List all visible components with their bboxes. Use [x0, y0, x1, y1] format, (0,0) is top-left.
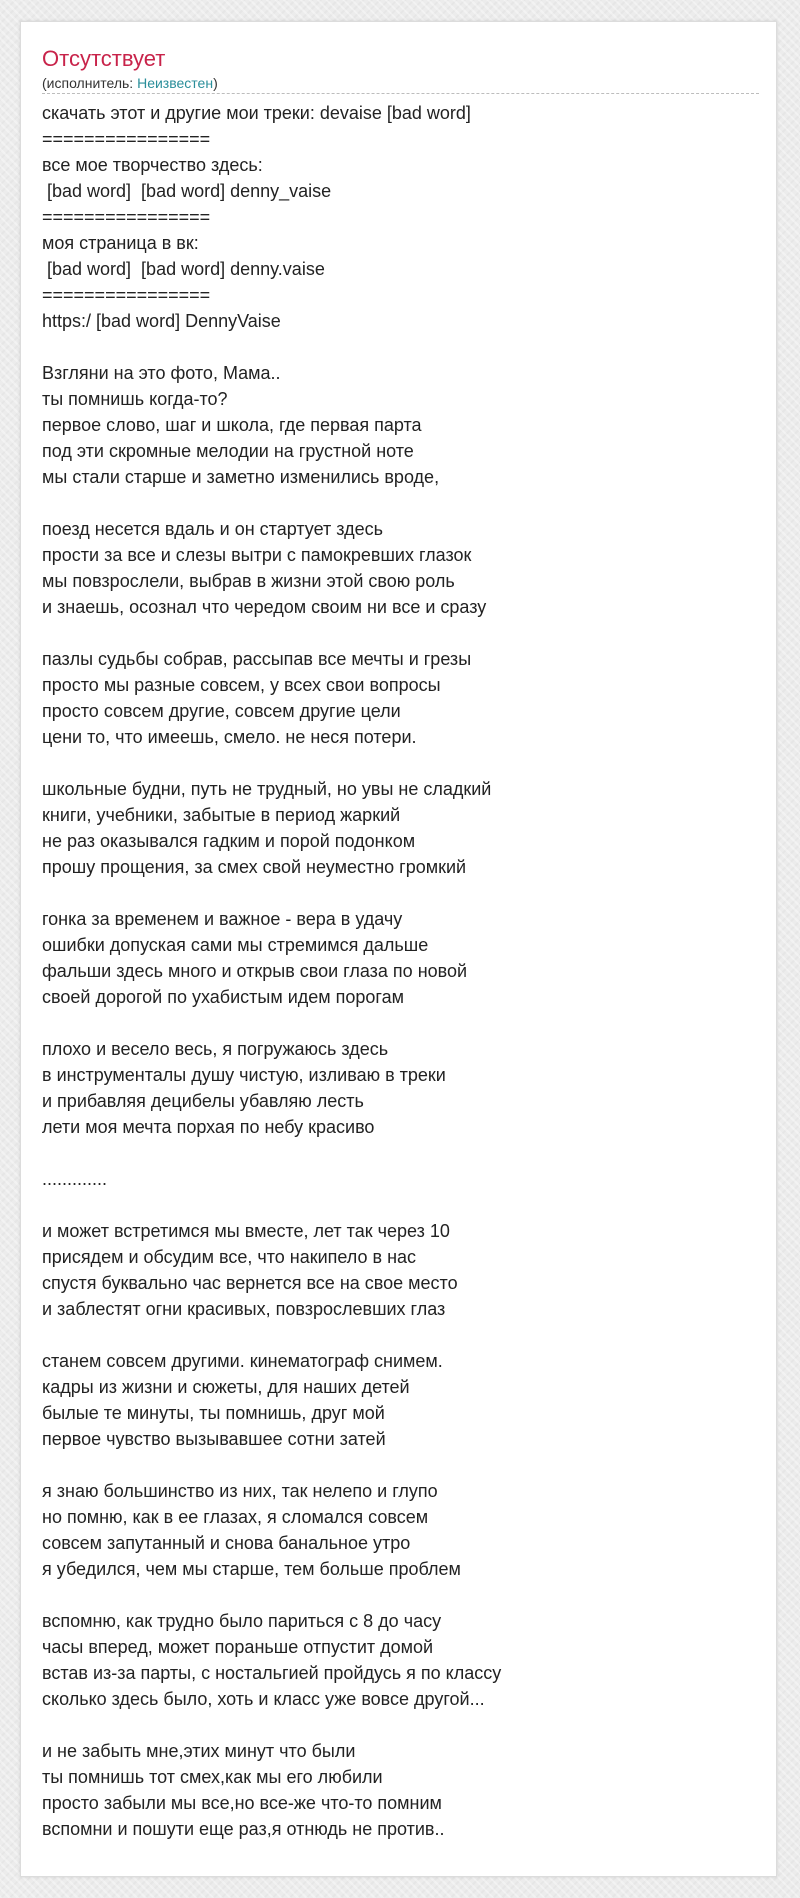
lyric-blank-line — [42, 1010, 756, 1036]
lyric-line: вспомню, как трудно было париться с 8 до часу — [42, 1611, 442, 1631]
lyric-line: прости за все и слезы вытри с памокревших глазок — [42, 545, 472, 565]
lyric-line: ================ — [42, 285, 211, 305]
lyric-line: сколько здесь было, хоть и класс уже вовсе другой... — [42, 1689, 485, 1709]
lyric-line: школьные будни, путь не трудный, но увы не сладкий — [42, 779, 492, 799]
lyric-line: кадры из жизни и сюжеты, для наших детей — [42, 1377, 410, 1397]
lyric-line: плохо и весело весь, я погружаюсь здесь — [42, 1039, 389, 1059]
lyric-line: мы стали старше и заметно изменились вроде, — [42, 467, 440, 487]
lyric-line: вспомни и пошути еще раз,я отнюдь не против.. — [42, 1819, 445, 1839]
lyric-line: цени то, что имеешь, смело. не неся потери. — [42, 727, 417, 747]
lyric-blank-line — [42, 1140, 756, 1166]
lyric-line: все мое творчество здесь: — [42, 155, 263, 175]
lyric-line: спустя буквально час вернется все на свое место — [42, 1273, 458, 1293]
lyric-line: но помню, как в ее глазах, я сломался совсем — [42, 1507, 429, 1527]
lyric-line: мы повзрослели, выбрав в жизни этой свою роль — [42, 571, 455, 591]
lyric-line: пазлы судьбы собрав, рассыпав все мечты и грезы — [42, 649, 472, 669]
artist-suffix: ) — [213, 75, 218, 91]
lyric-line: просто совсем другие, совсем другие цели — [42, 701, 401, 721]
lyric-line: своей дорогой по ухабистым идем порогам — [42, 987, 404, 1007]
lyric-blank-line — [42, 1712, 756, 1738]
lyric-line: и заблестят огни красивых, повзрослевших глаз — [42, 1299, 446, 1319]
lyric-blank-line — [42, 334, 756, 360]
lyric-line: ошибки допуская сами мы стремимся дальше — [42, 935, 429, 955]
lyric-line: https:/ [bad word] DennyVaise — [42, 311, 281, 331]
lyric-line: я знаю большинство из них, так нелепо и глупо — [42, 1481, 438, 1501]
lyric-line: поезд несется вдаль и он стартует здесь — [42, 519, 383, 539]
lyric-line: скачать этот и другие мои треки: devaise [bad word] — [42, 103, 471, 123]
lyric-line: совсем запутанный и снова банальное утро — [42, 1533, 411, 1553]
lyric-line: и знаешь, осознал что чередом своим ни все и сразу — [42, 597, 487, 617]
lyric-line: и может встретимся мы вместе, лет так через 10 — [42, 1221, 450, 1241]
lyric-line: [bad word] [bad word] denny_vaise — [42, 181, 332, 201]
lyric-blank-line — [42, 750, 756, 776]
lyric-blank-line — [42, 880, 756, 906]
lyric-line: [bad word] [bad word] denny.vaise — [42, 259, 325, 279]
lyric-line: книги, учебники, забытые в период жаркий — [42, 805, 401, 825]
lyrics-text — [42, 100, 756, 1842]
artist-prefix: (исполнитель: — [42, 75, 138, 91]
lyric-line: не раз оказывался гадким и порой подонком — [42, 831, 416, 851]
artist-line — [42, 74, 759, 94]
lyric-blank-line — [42, 1322, 756, 1348]
lyric-line: прошу прощения, за смех свой неуместно громкий — [42, 857, 467, 877]
lyric-line: первое чувство вызывавшее сотни затей — [42, 1429, 386, 1449]
lyric-line: гонка за временем и важное - вера в удачу — [42, 909, 403, 929]
lyric-line: под эти скромные мелодии на грустной ноте — [42, 441, 414, 461]
lyric-blank-line — [42, 1452, 756, 1478]
song-title: Отсутствует — [42, 46, 166, 71]
lyric-line: просто мы разные совсем, у всех свои вопросы — [42, 675, 441, 695]
lyric-line: Взгляни на это фото, Мама.. — [42, 363, 281, 383]
lyric-line: ================ — [42, 129, 211, 149]
lyrics-card — [20, 21, 777, 1877]
lyric-line: первое слово, шаг и школа, где первая парта — [42, 415, 422, 435]
lyric-line: присядем и обсудим все, что накипело в нас — [42, 1247, 417, 1267]
lyric-line: лети моя мечта порхая по небу красиво — [42, 1117, 375, 1137]
lyric-line: станем совсем другими. кинематограф снимем. — [42, 1351, 443, 1371]
lyric-blank-line — [42, 620, 756, 646]
lyric-line: в инструменталы душу чистую, изливаю в треки — [42, 1065, 446, 1085]
lyric-line: просто забыли мы все,но все-же что-то помним — [42, 1793, 442, 1813]
lyric-line: и прибавляя децибелы убавляю лесть — [42, 1091, 364, 1111]
lyric-blank-line — [42, 1192, 756, 1218]
lyric-line: моя страница в вк: — [42, 233, 199, 253]
lyric-line: фальши здесь много и открыв свои глаза по новой — [42, 961, 468, 981]
lyric-line: и не забыть мне,этих минут что были — [42, 1741, 356, 1761]
lyric-line: ты помнишь когда-то? — [42, 389, 228, 409]
lyric-line: ================ — [42, 207, 211, 227]
lyric-line: я убедился, чем мы старше, тем больше проблем — [42, 1559, 461, 1579]
lyric-line: встав из-за парты, с ностальгией пройдусь я по классу — [42, 1663, 502, 1683]
lyric-blank-line — [42, 1582, 756, 1608]
lyric-line: былые те минуты, ты помнишь, друг мой — [42, 1403, 385, 1423]
lyric-line: ............. — [42, 1169, 108, 1189]
artist-link[interactable]: Неизвестен — [137, 75, 214, 91]
lyric-line: часы вперед, может пораньше отпустит домой — [42, 1637, 434, 1657]
lyric-line: ты помнишь тот смех,как мы его любили — [42, 1767, 383, 1787]
lyric-blank-line — [42, 490, 756, 516]
